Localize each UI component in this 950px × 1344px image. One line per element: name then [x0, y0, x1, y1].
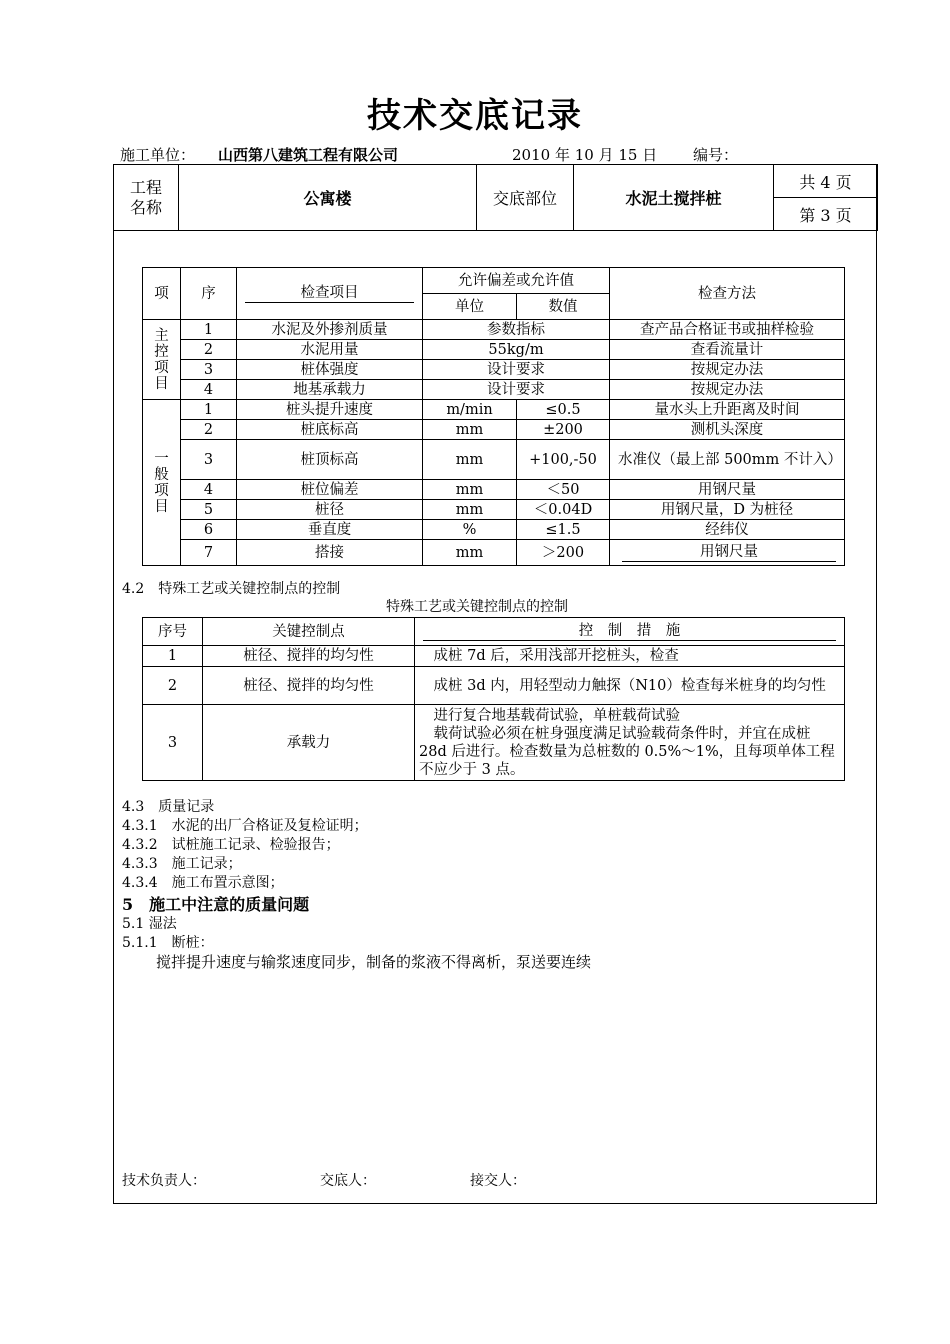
table-cell: 水泥用量: [237, 340, 423, 360]
table-cell: 桩径、搅拌的均匀性: [203, 667, 415, 705]
list-item: 4.3.1 水泥的出厂合格证及复检证明；: [122, 818, 368, 834]
table-cell: mm: [423, 440, 517, 480]
table-cell: 用钢尺量: [610, 480, 845, 500]
table-cell: mm: [423, 500, 517, 520]
table-cell: 测机头深度: [610, 420, 845, 440]
control-header-point: 关键控制点: [203, 618, 415, 646]
table-cell: 2: [181, 420, 237, 440]
unit-name: 山西第八建筑工程有限公司: [218, 146, 399, 164]
control-table: [142, 617, 845, 781]
table-cell: mm: [423, 480, 517, 500]
table-cell: 用钢尺量: [622, 543, 836, 562]
table-cell: 3: [143, 705, 203, 781]
part-name: 水泥土搅拌桩: [574, 165, 774, 231]
table-cell: 成桩 3d 内，用轻型动力触探（N10）检查每米桩身的均匀性: [415, 667, 845, 705]
page-number: 第 3 页: [774, 198, 878, 231]
section-5-1-1: 5.1.1 断桩：: [122, 935, 214, 951]
table-cell: 1: [181, 400, 237, 420]
table-cell: 经纬仪: [610, 520, 845, 540]
table-cell: 桩径、搅拌的均匀性: [203, 646, 415, 667]
section-4-3-heading: 4.3 质量记录: [122, 799, 215, 815]
table-cell: 量水头上升距离及时间: [610, 400, 845, 420]
list-item: 4.3.2 试桩施工记录、检验报告；: [122, 837, 340, 853]
table-cell: ＜0.04D: [517, 500, 610, 520]
table-cell: 桩顶标高: [237, 440, 423, 480]
document-title: 技术交底记录: [367, 96, 583, 136]
header-item: 项: [143, 268, 181, 320]
table-cell: ＜50: [517, 480, 610, 500]
table-cell: 1: [181, 320, 237, 340]
header-method: 检查方法: [610, 268, 845, 320]
table-cell: 55kg/m: [423, 340, 610, 360]
table-cell: 6: [181, 520, 237, 540]
table-cell: 进行复合地基载荷试验，单桩载荷试验: [419, 707, 680, 724]
control-header-measures: 控 制 措 施: [423, 622, 836, 641]
table-cell: 水准仪（最上部 500mm 不计入）: [610, 440, 845, 480]
header-table: [113, 164, 878, 231]
header-unit: 单位: [423, 294, 517, 320]
table-cell: 桩体强度: [237, 360, 423, 380]
table-cell: 用钢尺量，D 为桩径: [610, 500, 845, 520]
unit-label: 施工单位：: [120, 146, 196, 164]
table-cell: 查产品合格证书或抽样检验: [610, 320, 845, 340]
header-seq: 序: [181, 268, 237, 320]
table-cell: 承载力: [203, 705, 415, 781]
table-cell: 设计要求: [423, 360, 610, 380]
table-cell: ≤1.5: [517, 520, 610, 540]
control-header-seq: 序号: [143, 618, 203, 646]
table-cell: 桩头提升速度: [237, 400, 423, 420]
table-cell: m/min: [423, 400, 517, 420]
table-cell: ＞200: [517, 540, 610, 566]
table-cell: 垂直度: [237, 520, 423, 540]
table-cell: 2: [181, 340, 237, 360]
table-cell: 1: [143, 646, 203, 667]
general-group-label: 一般项目: [143, 400, 181, 566]
table-cell: 地基承载力: [237, 380, 423, 400]
tech-lead-signature: 技术负责人：: [122, 1173, 206, 1189]
table-cell: 成桩 7d 后，采用浅部开挖桩头，检查: [415, 646, 845, 667]
section-4-2-heading: 4.2 特殊工艺或关键控制点的控制: [122, 581, 341, 597]
table-cell: 3: [181, 360, 237, 380]
inspection-table: [142, 267, 845, 566]
table-cell: mm: [423, 540, 517, 566]
table-cell: 桩位偏差: [237, 480, 423, 500]
table-cell: 载荷试验必须在桩身强度满足试验载荷条件时，并宜在成桩 28d 后进行。检查数量为总桩数的 0.5%～1%，且每项单体工程不应少于 3 点。: [419, 725, 835, 778]
table-cell: 4: [181, 480, 237, 500]
table-cell: ≤0.5: [517, 400, 610, 420]
table-cell: 查看流量计: [610, 340, 845, 360]
table-cell: mm: [423, 420, 517, 440]
table-cell: 桩径: [237, 500, 423, 520]
project-name: 公寓楼: [179, 165, 477, 231]
table-cell: 4: [181, 380, 237, 400]
table-cell: 按规定办法: [610, 380, 845, 400]
disclosure-date: 2010 年 10 月 15 日: [512, 146, 658, 164]
table-cell: 搭接: [237, 540, 423, 566]
section-5-1: 5.1 湿法: [122, 916, 177, 932]
header-check-item: 检查项目: [245, 284, 414, 303]
list-item: 4.3.4 施工布置示意图；: [122, 875, 284, 891]
table-cell: 5: [181, 500, 237, 520]
part-label: 交底部位: [477, 165, 574, 231]
table-cell: 按规定办法: [610, 360, 845, 380]
table-cell: 7: [181, 540, 237, 566]
table-cell: %: [423, 520, 517, 540]
main-group-label: 主控项目: [143, 320, 181, 400]
section-5-body: 搅拌提升速度与输浆速度同步，制备的浆液不得离析，泵送要连续: [156, 953, 592, 971]
table-cell: 3: [181, 440, 237, 480]
table-cell: 桩底标高: [237, 420, 423, 440]
discloser-signature: 交底人：: [320, 1173, 376, 1189]
control-table-caption: 特殊工艺或关键控制点的控制: [386, 599, 568, 615]
table-cell: +100,-50: [517, 440, 610, 480]
section-5-heading: 5 施工中注意的质量问题: [122, 895, 310, 914]
header-value: 数值: [517, 294, 610, 320]
table-cell: 参数指标: [423, 320, 610, 340]
table-cell: 设计要求: [423, 380, 610, 400]
project-label: 工程名称: [114, 165, 179, 231]
list-item: 4.3.3 施工记录；: [122, 856, 242, 872]
table-cell: 水泥及外掺剂质量: [237, 320, 423, 340]
receiver-signature: 接交人：: [470, 1173, 526, 1189]
table-cell: 2: [143, 667, 203, 705]
number-label: 编号：: [693, 146, 739, 164]
table-cell: ±200: [517, 420, 610, 440]
total-pages: 共 4 页: [774, 165, 878, 198]
header-allowance: 允许偏差或允许值: [423, 268, 610, 294]
